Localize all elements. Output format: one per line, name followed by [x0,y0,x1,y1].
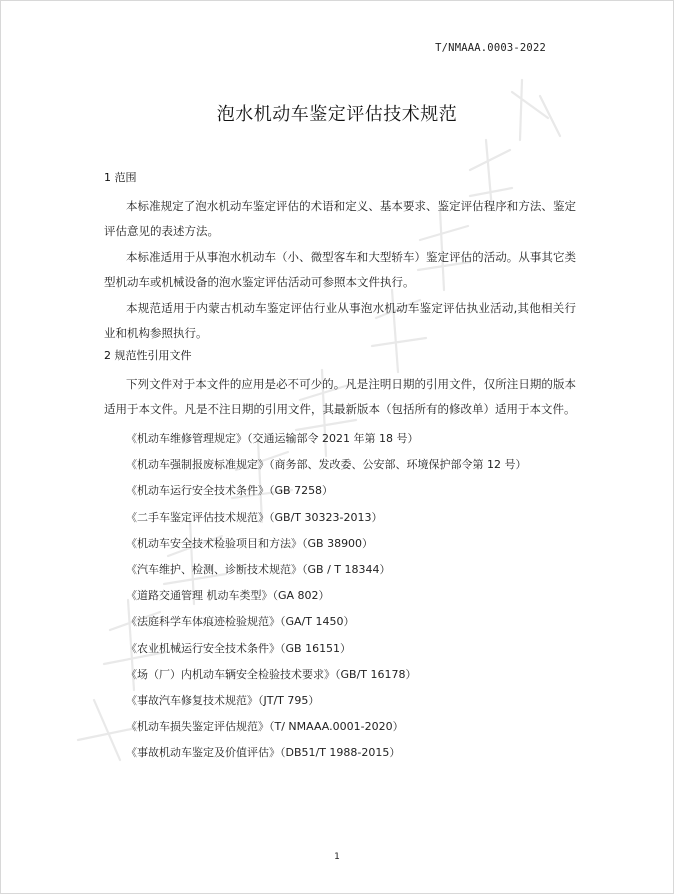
reference-item: 《法庭科学车体痕迹检验规范》（GA/T 1450） [126,615,355,629]
reference-item: 《二手车鉴定评估技术规范》（GB/T 30323-2013） [126,510,383,524]
paragraph: 下列文件对于本文件的应用是必不可少的。凡是注明日期的引用文件，仅所注日期的版本适用于本文件。凡是不注日期的引用文件，其最新版本（包括所有的修改单）适用于本文件。 [104,377,576,416]
paragraph: 本标准规定了泡水机动车鉴定评估的术语和定义、基本要求、鉴定评估程序和方法、鉴定评估意见的表述方法。 [104,199,576,238]
reference-list [104,426,576,767]
reference-item: 《汽车维护、检测、诊断技术规范》（GB / T 18344） [126,563,391,577]
section-heading: 1 范围 [104,171,137,184]
paragraph: 本标准适用于从事泡水机动车（小、微型客车和大型轿车）鉴定评估的活动。从事其它类型机动车或机械设备的泡水鉴定评估活动可参照本文件执行。 [104,250,576,289]
section-scope [104,170,576,346]
page-number: 1 [334,852,340,862]
reference-item: 《机动车维修管理规定》（交通运输部令 2021 年第 18 号） [126,432,419,445]
reference-item: 《机动车运行安全技术条件》（GB 7258） [126,484,334,498]
document-title: 泡水机动车鉴定评估技术规范 [216,104,458,125]
reference-item: 《事故汽车修复技术规范》（JT/T 795） [126,694,320,708]
section-heading: 2 规范性引用文件 [104,349,192,362]
reference-item: 《事故机动车鉴定及价值评估》（DB51/T 1988-2015） [126,746,401,760]
reference-item: 《道路交通管理 机动车类型》（GA 802） [126,589,330,603]
reference-item: 《机动车强制报废标准规定》（商务部、发改委、公安部、环境保护部令第 12 号） [126,458,527,472]
document-code: T/NMAAA.0003-2022 [435,42,546,54]
reference-item: 《农业机械运行安全技术条件》（GB 16151） [126,641,352,655]
paragraph: 本规范适用于内蒙古机动车鉴定评估行业从事泡水机动车鉴定评估执业活动,其他相关行业和机构参照执行。 [104,301,576,340]
document-body [104,170,576,767]
reference-item: 《场（厂）内机动车辆安全检验技术要求》（GB/T 16178） [126,667,417,681]
reference-item: 《机动车损失鉴定评估规范》（T/ NMAAA.0001-2020） [126,720,404,734]
section-normative-references [104,348,576,767]
reference-item: 《机动车安全技术检验项目和方法》（GB 38900） [126,536,374,550]
